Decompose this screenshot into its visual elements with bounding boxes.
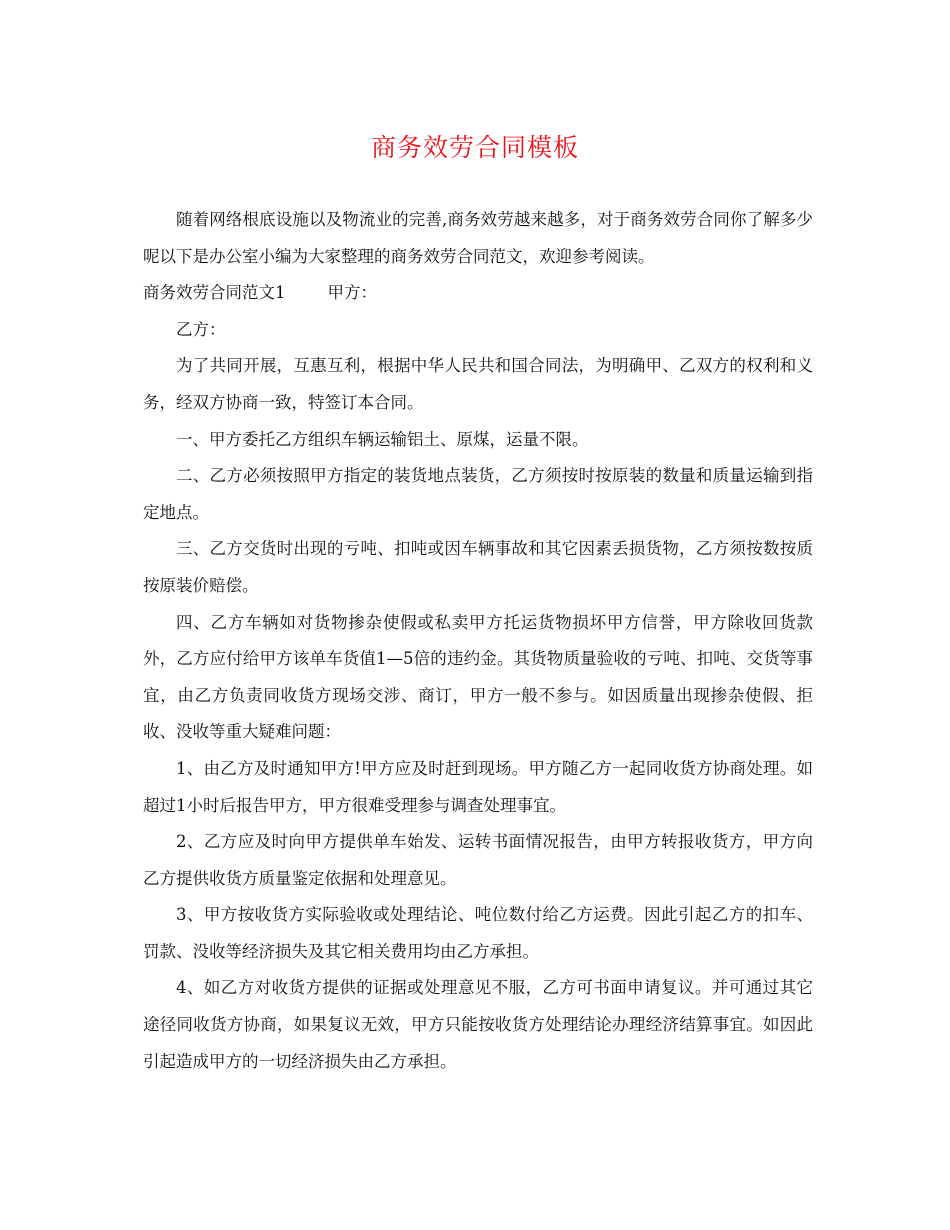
- clause-paragraph: 三、乙方交货时出现的亏吨、扣吨或因车辆事故和其它因素丢损货物，乙方须按数按质按原装价赔偿。: [143, 539, 813, 595]
- clause-paragraph: 为了共同开展，互惠互利，根据中华人民共和国合同法，为明确甲、乙双方的权利和义务，经双方协商一致，特签订本合同。: [143, 356, 813, 412]
- clause-paragraph: 1、由乙方及时通知甲方!甲方应及时赶到现场。甲方随乙方一起同收货方协商处理。如超过1小时后报告甲方，甲方很难受理参与调查处理事宜。: [143, 758, 813, 815]
- document-body: [143, 202, 813, 1080]
- party-a-label: 甲方：: [327, 283, 377, 303]
- clause-paragraph: 2、乙方应及时向甲方提供单车始发、运转书面情况报告，由甲方转报收货方，甲方向乙方提供收货方质量鉴定依据和处理意见。: [143, 832, 813, 888]
- clause-paragraph: 二、乙方必须按照甲方指定的装货地点装货，乙方须按时按原装的数量和质量运输到指定地点。: [143, 466, 813, 522]
- intro-paragraph: 随着网络根底设施以及物流业的完善,商务效劳越来越多，对于商务效劳合同你了解多少呢以下是办公室小编为大家整理的商务效劳合同范文，欢迎参考阅读。: [143, 210, 813, 266]
- sample-heading: 商务效劳合同范文1: [143, 283, 286, 303]
- clause-paragraph: 一、甲方委托乙方组织车辆运输铝土、原煤，运量不限。: [176, 429, 589, 449]
- party-b-label: 乙方：: [176, 319, 226, 339]
- clause-paragraph: 4、如乙方对收货方提供的证据或处理意见不服，乙方可书面申请复议。并可通过其它途径同收货方协商，如果复议无效，甲方只能按收货方处理结论办理经济结算事宜。如因此引起造成甲方的一切经济损失由乙方承担。: [143, 978, 813, 1071]
- sample-heading-line: [143, 275, 813, 312]
- clause-paragraph: 3、甲方按收货方实际验收或处理结论、吨位数付给乙方运费。因此引起乙方的扣车、罚款、没收等经济损失及其它相关费用均由乙方承担。: [143, 905, 813, 961]
- clause-paragraph: 四、乙方车辆如对货物掺杂使假或私卖甲方托运货物损坏甲方信誉，甲方除收回货款外，乙方应付给甲方该单车货值1—5倍的违约金。其货物质量验收的亏吨、扣吨、交货等事宜，由乙方负责同收货方现场交涉、商订，甲方一般不参与。如因质量出现掺杂使假、拒收、没收等重大疑难问题：: [143, 612, 813, 742]
- document-title: 商务效劳合同模板: [370, 133, 579, 162]
